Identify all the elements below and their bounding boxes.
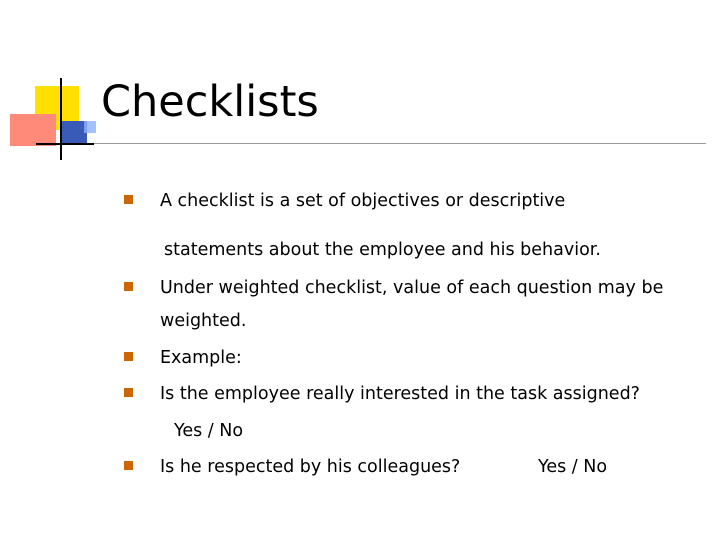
- answer-text: Yes / No: [174, 421, 244, 441]
- logo-horizontal-line: [36, 143, 94, 145]
- bullet-icon: [124, 195, 133, 204]
- logo-light-blue-square: [84, 121, 96, 133]
- bullet-text: Example:: [160, 348, 242, 368]
- slide-title: Checklists: [101, 77, 319, 127]
- bullet-text: Under weighted checklist, value of each question may be: [160, 278, 664, 298]
- logo-red-square: [10, 114, 56, 146]
- logo-vertical-line: [60, 78, 62, 160]
- bullet-text-continuation: weighted.: [160, 311, 247, 331]
- bullet-text: Is the employee really interested in the task assigned?: [160, 384, 640, 404]
- bullet-text-continuation: statements about the employee and his behavior.: [164, 240, 601, 260]
- bullet-icon: [124, 352, 133, 361]
- title-divider: [36, 143, 706, 144]
- answer-text: Yes / No: [538, 457, 608, 477]
- bullet-text: A checklist is a set of objectives or descriptive: [160, 191, 566, 211]
- bullet-icon: [124, 461, 133, 470]
- bullet-icon: [124, 282, 133, 291]
- bullet-text: Is he respected by his colleagues?: [160, 457, 461, 477]
- bullet-icon: [124, 388, 133, 397]
